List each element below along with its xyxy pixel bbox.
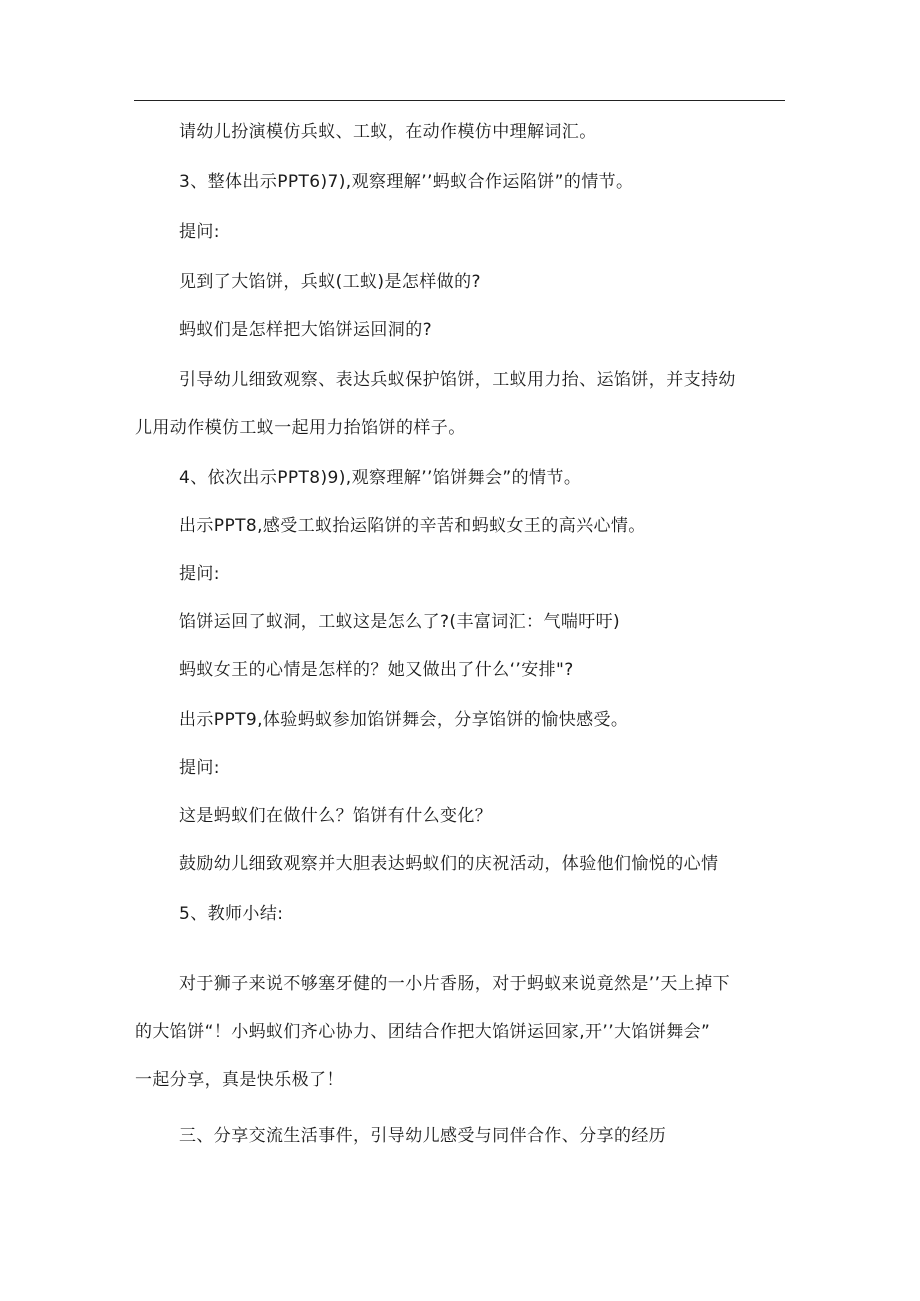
paragraph-line: 儿用动作模仿工蚁一起用力抬馅饼的样子。	[135, 418, 466, 438]
paragraph-line: 对于狮子来说不够塞牙健的一小片香肠，对于蚂蚁来说竟然是’’天上掉下	[179, 974, 731, 994]
paragraph-line: 蚂蚁女王的心情是怎样的？她又做出了什么‘’安排"?	[179, 660, 574, 680]
paragraph-line: 出示PPT9,体验蚂蚁参加馅饼舞会，分享馅饼的愉快感受。	[179, 710, 629, 730]
paragraph-line: 提问:	[179, 222, 220, 242]
paragraph-line: 5、教师小结:	[179, 904, 284, 924]
paragraph-line: 引导幼儿细致观察、表达兵蚁保护馅饼，工蚁用力抬、运馅饼，并支持幼	[179, 370, 736, 390]
paragraph-line: 提问:	[179, 564, 220, 584]
paragraph-line: 见到了大馅饼，兵蚁(工蚁)是怎样做的?	[179, 272, 481, 292]
header-rule	[134, 100, 785, 101]
paragraph-line: 的大馅饼“！小蚂蚁们齐心协力、团结合作把大馅饼运回家,开’’大馅饼舞会”	[135, 1022, 711, 1042]
paragraph-line: 3、整体出示PPT6)7),观察理解’’蚂蚁合作运陷饼”的情节。	[179, 172, 634, 192]
paragraph-line: 请幼儿扮演模仿兵蚁、工蚁，在动作模仿中理解词汇。	[179, 122, 597, 142]
paragraph-line: 这是蚂蚁们在做什么？馅饼有什么变化？	[179, 806, 493, 826]
paragraph-line: 蚂蚁们是怎样把大馅饼运回洞的?	[179, 320, 433, 340]
section-heading: 三、分享交流生活事件，引导幼儿感受与同伴合作、分享的经历	[179, 1126, 667, 1146]
paragraph-line: 鼓励幼儿细致观察并大胆表达蚂蚁们的庆祝活动，体验他们愉悦的心情	[179, 854, 719, 874]
paragraph-line: 4、依次出示PPT8)9),观察理解’’馅饼舞会”的情节。	[179, 468, 582, 488]
paragraph-line: 出示PPT8,感受工蚁抬运陷饼的辛苦和蚂蚁女王的高兴心情。	[179, 516, 646, 536]
paragraph-line: 提问:	[179, 758, 220, 778]
paragraph-line: 馅饼运回了蚁洞，工蚁这是怎么了?(丰富词汇：气喘吁吁)	[179, 612, 621, 632]
paragraph-line: 一起分享，真是快乐极了！	[135, 1070, 344, 1090]
